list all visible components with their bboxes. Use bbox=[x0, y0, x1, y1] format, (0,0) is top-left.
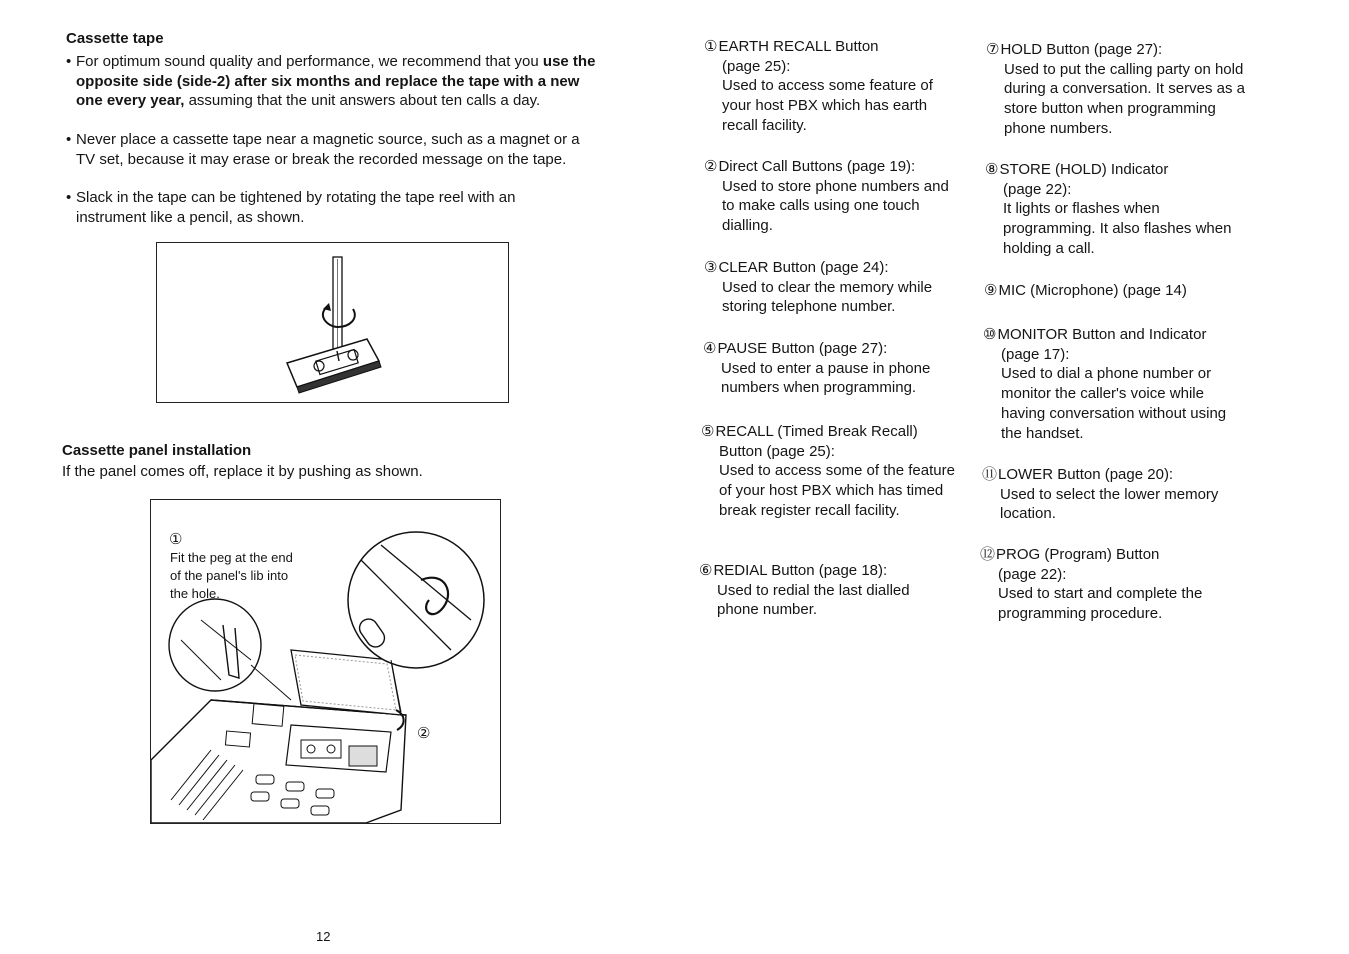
entry-number: ③ bbox=[704, 259, 718, 276]
panel-install-figure bbox=[150, 499, 501, 824]
entry-pause bbox=[703, 339, 958, 398]
bullet1-text: For optimum sound quality and performance, we recommend that you bbox=[76, 53, 543, 70]
entry-description: Used to store phone numbers and to make calls using one touch dialling. bbox=[722, 177, 949, 235]
entry-page-ref: (page 22): bbox=[998, 565, 1067, 583]
entry-monitor bbox=[983, 325, 1243, 443]
entry-number: ④ bbox=[703, 340, 717, 357]
bullet3-text: Slack in the tape can be tightened by rotating the tape reel with an instrument like a pencil, as shown. bbox=[76, 189, 516, 226]
bullet1-tail-text: assuming that the unit answers about ten calls a day. bbox=[184, 92, 541, 109]
entry-heading: MIC (Microphone) (page 14) bbox=[998, 282, 1187, 299]
entry-number: ⑪ bbox=[982, 466, 998, 483]
entry-mic bbox=[984, 281, 1244, 301]
cassette-tape-title: Cassette tape bbox=[66, 30, 164, 47]
entry-description: Used to select the lower memory location. bbox=[1000, 485, 1219, 523]
entry-description: Used to access some feature of your host PBX which has earth recall facility. bbox=[722, 77, 933, 134]
entry-heading: CLEAR Button (page 24): bbox=[718, 259, 889, 276]
entry-number: ⑦ bbox=[986, 41, 1000, 58]
entry-heading: PROG (Program) Button bbox=[996, 546, 1160, 563]
entry-description: Used to start and complete the programming procedure. bbox=[998, 585, 1203, 623]
entry-description: Used to access some of the feature of your host PBX which has timed break register recall facility. bbox=[719, 462, 955, 519]
bullet2-text: Never place a cassette tape near a magnetic source, such as a magnet or a TV set, because it may erase or break the recorded message on the tape. bbox=[76, 131, 580, 168]
entry-number: ⑩ bbox=[983, 326, 997, 343]
entry-number: ⑨ bbox=[984, 282, 998, 299]
bullet-item-magnet bbox=[66, 130, 598, 169]
entry-heading: RECALL (Timed Break Recall) bbox=[715, 423, 918, 440]
cassette-pencil-figure bbox=[156, 242, 509, 403]
entry-page-ref: Button (page 25): bbox=[719, 442, 835, 460]
bullet-item-side2 bbox=[66, 52, 598, 111]
entry-number: ⑤ bbox=[701, 423, 715, 440]
entry-number: ⑫ bbox=[980, 546, 996, 563]
entry-number: ⑧ bbox=[985, 161, 999, 178]
panel-install-title: Cassette panel installation bbox=[62, 442, 252, 459]
entry-heading: EARTH RECALL Button bbox=[718, 38, 879, 55]
entry-lower bbox=[982, 465, 1242, 524]
entry-page-ref: (page 17): bbox=[1001, 345, 1070, 363]
bullet-item-slack bbox=[66, 188, 586, 227]
entry-heading: LOWER Button (page 20): bbox=[998, 466, 1174, 483]
panel-install-text: If the panel comes off, replace it by pushing as shown. bbox=[62, 463, 423, 480]
entry-number: ② bbox=[704, 158, 718, 175]
entry-page-ref: (page 22): bbox=[1003, 180, 1072, 198]
entry-description: It lights or flashes when programming. It also flashes when holding a call. bbox=[1003, 200, 1232, 257]
bullet-dot: • bbox=[66, 189, 72, 206]
bullet-dot: • bbox=[66, 131, 72, 148]
entry-recall bbox=[701, 422, 956, 521]
cassette-pencil-illustration bbox=[157, 243, 508, 402]
entry-heading: REDIAL Button (page 18): bbox=[713, 562, 888, 579]
panel-install-illustration bbox=[151, 500, 500, 823]
entry-clear bbox=[704, 258, 959, 317]
entry-number: ⑥ bbox=[699, 562, 713, 579]
step2-number: ② bbox=[417, 725, 431, 742]
entry-page-ref: (page 25): bbox=[722, 57, 791, 75]
entry-description: Used to clear the memory while storing telephone number. bbox=[722, 278, 933, 316]
step1-number: ① bbox=[169, 531, 183, 548]
entry-number: ① bbox=[704, 38, 718, 55]
entry-heading: Direct Call Buttons (page 19): bbox=[718, 158, 916, 175]
entry-heading: STORE (HOLD) Indicator bbox=[999, 161, 1169, 178]
step1-caption: Fit the peg at the end of the panel's lib into the hole. bbox=[170, 550, 293, 601]
bullet-dot: • bbox=[66, 53, 72, 70]
entry-direct-call bbox=[704, 157, 959, 236]
entry-heading: HOLD Button (page 27): bbox=[1000, 41, 1163, 58]
entry-prog bbox=[980, 545, 1240, 624]
entry-store-indicator bbox=[985, 160, 1245, 259]
entry-description: Used to enter a pause in phone numbers when programming. bbox=[721, 359, 931, 397]
entry-description: Used to dial a phone number or monitor the caller's voice while having conversation without using the handset. bbox=[1001, 365, 1227, 442]
bullet1-bold-text: use the opposite side (side-2) after six months and replace the tape with a new one every year, bbox=[76, 53, 596, 109]
entry-heading: MONITOR Button and Indicator bbox=[997, 326, 1207, 343]
page-number: 12 bbox=[316, 929, 331, 944]
entry-hold bbox=[986, 40, 1246, 139]
entry-description: Used to redial the last dialled phone number. bbox=[717, 581, 910, 619]
entry-earth-recall bbox=[704, 37, 959, 136]
entry-redial bbox=[699, 561, 954, 620]
entry-heading: PAUSE Button (page 27): bbox=[717, 340, 888, 357]
entry-description: Used to put the calling party on hold during a conversation. It serves as a store button when programming phone numbers. bbox=[1004, 60, 1245, 137]
